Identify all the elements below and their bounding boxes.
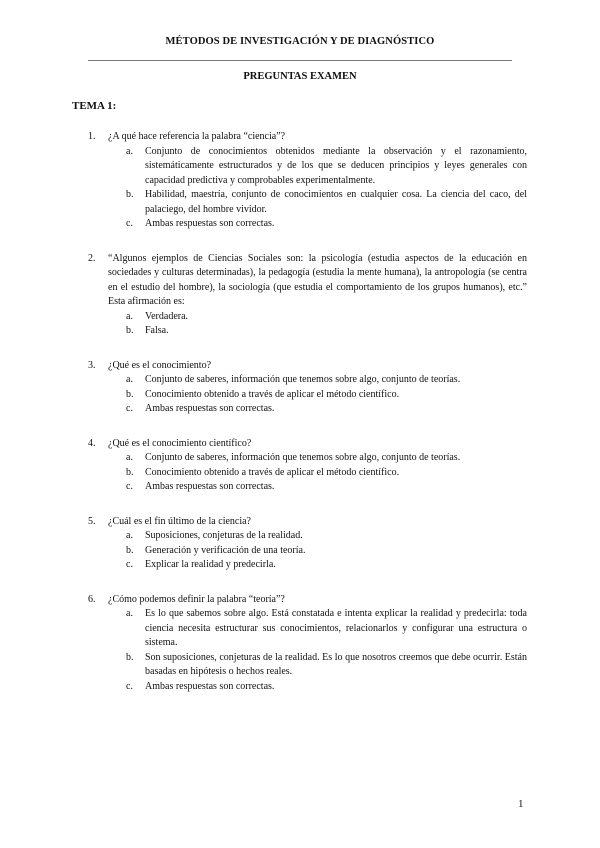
answer-option bbox=[0, 217, 600, 232]
section-title: TEMA 1: bbox=[72, 100, 117, 112]
option-text: Suposiciones, conjeturas de la realidad. bbox=[145, 530, 303, 541]
option-text: Conjunto de conocimientos obtenidos mediante la observación y el razonamiento, sistemáticamente estructurados y de los que se deducen principios y leyes generales con capacidad predictiva y comprobables experimentalmente. bbox=[145, 145, 527, 186]
question-text: ¿A qué hace referencia la palabra “ciencia”? bbox=[108, 131, 286, 142]
question-text: ¿Cuál es el fin último de la ciencia? bbox=[108, 515, 251, 527]
question-1 bbox=[0, 130, 600, 232]
answer-option bbox=[0, 373, 600, 388]
answer-option bbox=[0, 680, 600, 695]
option-text: Conocimiento obtenido a través de aplicar el método científico. bbox=[145, 466, 400, 478]
option-letter: a. bbox=[126, 145, 133, 157]
answer-option bbox=[0, 324, 600, 339]
option-letter: c. bbox=[126, 559, 133, 570]
question-number: 6. bbox=[88, 593, 96, 605]
answer-option bbox=[0, 145, 600, 189]
option-letter: b. bbox=[126, 651, 134, 663]
answer-option bbox=[0, 480, 600, 495]
answer-option bbox=[0, 607, 600, 651]
option-text: Ambas respuestas son correctas. bbox=[145, 218, 275, 229]
question-4 bbox=[0, 437, 600, 495]
option-letter: c. bbox=[126, 218, 133, 229]
answer-option bbox=[0, 651, 600, 680]
question-number: 3. bbox=[88, 359, 96, 371]
question-text: “Algunos ejemplos de Ciencias Sociales son: la psicología (estudia aspectos de la educación en sociedades y culturas determinadas), la pedagogía (estudia la mente humana), la antropología (se centra en el estudio del hombre), la sociología (que estudia el comportamiento de los grupos humanos), etc.” Esta afirmación es: bbox=[108, 252, 527, 307]
option-text: Falsa. bbox=[145, 325, 169, 336]
option-letter: b. bbox=[126, 325, 134, 336]
question-number: 5. bbox=[88, 515, 96, 527]
option-text: Explicar la realidad y predecirla. bbox=[145, 559, 276, 570]
option-letter: a. bbox=[126, 310, 133, 322]
question-number: 4. bbox=[88, 437, 96, 449]
question-text: ¿Cómo podemos definir la palabra “teoría”? bbox=[108, 593, 285, 605]
answer-option bbox=[0, 466, 600, 481]
answer-option bbox=[0, 402, 600, 417]
option-letter: b. bbox=[126, 189, 134, 200]
question-number: 1. bbox=[88, 131, 96, 142]
option-letter: c. bbox=[126, 481, 133, 492]
option-letter: a. bbox=[126, 608, 133, 619]
header-divider bbox=[88, 60, 512, 61]
option-text: Conjunto de saberes, información que tenemos sobre algo, conjunto de teorías. bbox=[145, 374, 461, 385]
document-header: MÉTODOS DE INVESTIGACIÓN Y DE DIAGNÓSTICO bbox=[165, 36, 435, 47]
option-text: Son suposiciones, conjeturas de la realidad. Es lo que nosotros creemos que debe ocurrir. Están basadas en hipótesis o hechos reales. bbox=[145, 651, 527, 677]
answer-option bbox=[0, 310, 600, 325]
question-2 bbox=[0, 252, 600, 339]
answer-option bbox=[0, 188, 600, 217]
question-3 bbox=[0, 359, 600, 417]
option-text: Verdadera. bbox=[145, 310, 189, 322]
option-letter: a. bbox=[126, 452, 133, 463]
option-letter: c. bbox=[126, 403, 133, 414]
answer-option bbox=[0, 529, 600, 544]
option-letter: c. bbox=[126, 680, 133, 692]
option-text: Habilidad, maestría, conjunto de conocimientos en cualquier cosa. La ciencia del caco, del palaciego, del hombre vividor. bbox=[145, 189, 527, 215]
option-letter: b. bbox=[126, 388, 134, 400]
question-text: ¿Qué es el conocimiento científico? bbox=[108, 437, 252, 449]
option-text: Ambas respuestas son correctas. bbox=[145, 680, 275, 692]
page-number: 1 bbox=[518, 798, 524, 810]
option-text: Es lo que sabemos sobre algo. Está constatada e intenta explicar la realidad y predecirla: toda ciencia necesita estructurar sus conocimientos, relacionarlos y configurar una estructura o sistema. bbox=[145, 608, 527, 648]
option-letter: a. bbox=[126, 530, 133, 541]
answer-option bbox=[0, 544, 600, 559]
answer-option bbox=[0, 451, 600, 466]
option-letter: a. bbox=[126, 374, 133, 385]
option-text: Ambas respuestas son correctas. bbox=[145, 481, 275, 492]
option-text: Generación y verificación de una teoría. bbox=[145, 544, 306, 556]
option-text: Conocimiento obtenido a través de aplicar el método científico. bbox=[145, 388, 400, 400]
option-text: Conjunto de saberes, información que tenemos sobre algo, conjunto de teorías. bbox=[145, 452, 461, 463]
document-title: PREGUNTAS EXAMEN bbox=[243, 71, 357, 82]
option-letter: b. bbox=[126, 544, 134, 556]
question-6 bbox=[0, 593, 600, 695]
question-5 bbox=[0, 515, 600, 573]
answer-option bbox=[0, 388, 600, 403]
option-letter: b. bbox=[126, 466, 134, 478]
option-text: Ambas respuestas son correctas. bbox=[145, 403, 275, 414]
question-text: ¿Qué es el conocimiento? bbox=[108, 359, 212, 371]
answer-option bbox=[0, 558, 600, 573]
question-list bbox=[0, 130, 600, 714]
question-number: 2. bbox=[88, 252, 96, 264]
